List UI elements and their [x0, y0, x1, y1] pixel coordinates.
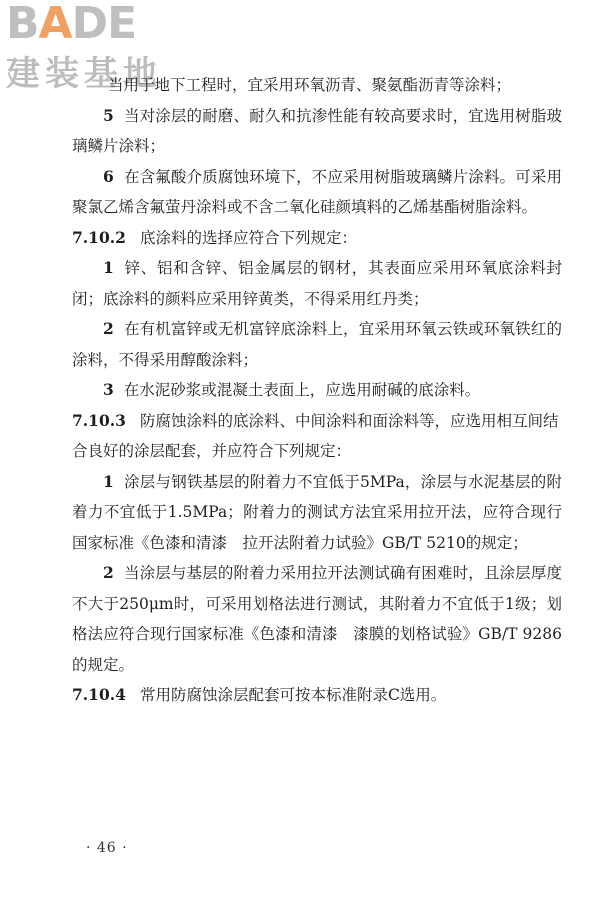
clause-number: 7.10.3 — [72, 410, 126, 430]
item-text: 涂层与钢铁基层的附着力不宜低于5MPa，涂层与水泥基层的附着力不宜低于1.5MPa；附着力的测试方法宜采用拉开法，应符合现行国家标准《色漆和清漆 拉开法附着力试验》GB/T 5210的规定； — [72, 472, 562, 552]
clause-2-item-2 — [72, 314, 562, 375]
logo-letters-de: DE — [71, 0, 137, 49]
item-number: 1 — [103, 258, 114, 277]
clause-2-item-3 — [72, 375, 562, 406]
item-text: 在有机富锌或无机富锌底涂料上，宜采用环氧云铁或环氧铁红的涂料，不得采用醇酸涂料； — [72, 320, 562, 369]
clause-number: 7.10.2 — [72, 227, 126, 247]
item-number: 2 — [103, 563, 114, 582]
clause-text: 防腐蚀涂料的底涂料、中间涂料和面涂料等，应选用相互间结合良好的涂层配套，并应符合下列规定： — [72, 411, 559, 460]
clause-3-item-2 — [72, 558, 562, 680]
item-number: 3 — [103, 380, 114, 399]
clause-number: 7.10.4 — [72, 685, 126, 704]
logo-letter-a: A — [38, 0, 72, 49]
logo-wordmark — [6, 0, 136, 50]
item-text: 在含氟酸介质腐蚀环境下，不应采用树脂玻璃鳞片涂料。可采用聚氯乙烯含氟萤丹涂料或不含二氧化硅颜填料的乙烯基酯树脂涂料。 — [72, 167, 562, 216]
logo-chinese-text: 建装基地 — [6, 54, 162, 94]
clause-7-10-3 — [72, 406, 562, 467]
page-number: · 46 · — [86, 840, 128, 856]
item-text: 在水泥砂浆或混凝土表面上，应选用耐碱的底涂料。 — [123, 381, 481, 399]
item-4-continuation: 当用于地下工程时，宜采用环氧沥青、聚氨酯沥青等涂料； — [108, 76, 512, 94]
clause-text: 底涂料的选择应符合下列规定： — [139, 228, 357, 247]
item-number: 5 — [103, 105, 114, 125]
clause-3-item-1 — [72, 467, 562, 559]
document-body — [72, 70, 562, 711]
clause-text: 常用防腐蚀涂层配套可按本标准附录C选用。 — [139, 686, 447, 704]
item-text: 当涂层与基层的附着力采用拉开法测试确有困难时，且涂层厚度不大于250μm时，可采用划格法进行测试，其附着力不宜低于1级；划格法应符合现行国家标准《色漆和清漆 漆膜的划格试验》GB/T 9286的规定。 — [72, 564, 562, 674]
item-6 — [72, 162, 562, 223]
clause-7-10-4 — [72, 680, 562, 711]
item-number: 1 — [103, 471, 114, 491]
clause-2-item-1 — [72, 253, 562, 314]
item-text: 当对涂层的耐磨、耐久和抗渗性能有较高要求时，宜选用树脂玻璃鳞片涂料； — [72, 106, 562, 155]
clause-7-10-2 — [72, 223, 562, 254]
logo-letter-b: B — [6, 0, 39, 49]
item-5 — [72, 101, 562, 162]
item-number: 2 — [103, 319, 114, 338]
item-text: 锌、铝和含锌、铝金属层的钢材，其表面应采用环氧底涂料封闭；底涂料的颜料应采用锌黄类，不得采用红丹类； — [72, 259, 562, 308]
item-number: 6 — [103, 166, 114, 186]
